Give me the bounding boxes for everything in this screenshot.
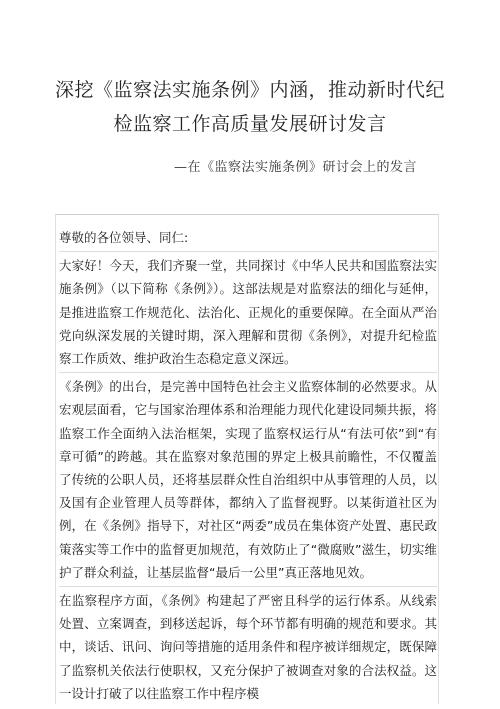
salutation-paragraph: 尊敬的各位领导、同仁: [59,226,437,252]
body-paragraph: 《条例》的出台，是完善中国特色社会主义监察体制的必然要求。从宏观层面看，它与国家治理体系和治理能力现代化建设同频共振，将监察工作全面纳入法治框架，实现了监察权运行从“有法可依”到“有章可循”的跨越。其在监察对象范围的界定上极具前瞻性，不仅覆盖了传统的公职人员，还将基层群众性自治组织中从事管理的人员，以及国有企业管理人员等群体，都纳入了监督视野。以某街道社区为例，在《条例》指导下，对社区“两委”成员在集体资产处置、惠民政策落实等工作中的监督更加规范，有效防止了“微腐败”滋生，切实维护了群众利益，让基层监督“最后一公里”真正落地见效。 [59,375,437,587]
title-line-2: 检监察工作高质量发展研讨发言 [113,113,387,135]
document-body [59,226,437,709]
body-paragraph: 在监察程序方面，《条例》构建起了严密且科学的运行体系。从线索处置、立案调查，到移送起诉，每个环节都有明确的规范和要求。其中，谈话、讯问、询问等措施的适用条件和程序被详细规定，既保障了监察机关依法行使职权，又充分保护了被调查对象的合法权益。这一设计打破了以往监察工作中程序模 [59,593,437,701]
title-line-1: 深挖《监察法实施条例》内涵，推动新时代纪 [54,79,445,101]
document-subtitle: —在《监察法实施条例》研讨会上的发言 [174,160,418,175]
document-title [40,73,460,141]
body-paragraph: 大家好！今天，我们齐聚一堂，共同探讨《中华人民共和国监察法实施条例》（以下简称《条例》）。这部法规是对监察法的细化与延伸，是推进监察工作规范化、法治化、正规化的重要保障。在全面从严治党向纵深发展的关键时期，深入理解和贯彻《条例》，对提升纪检监察工作质效、维护政治生态稳定意义深远。 [59,254,437,373]
